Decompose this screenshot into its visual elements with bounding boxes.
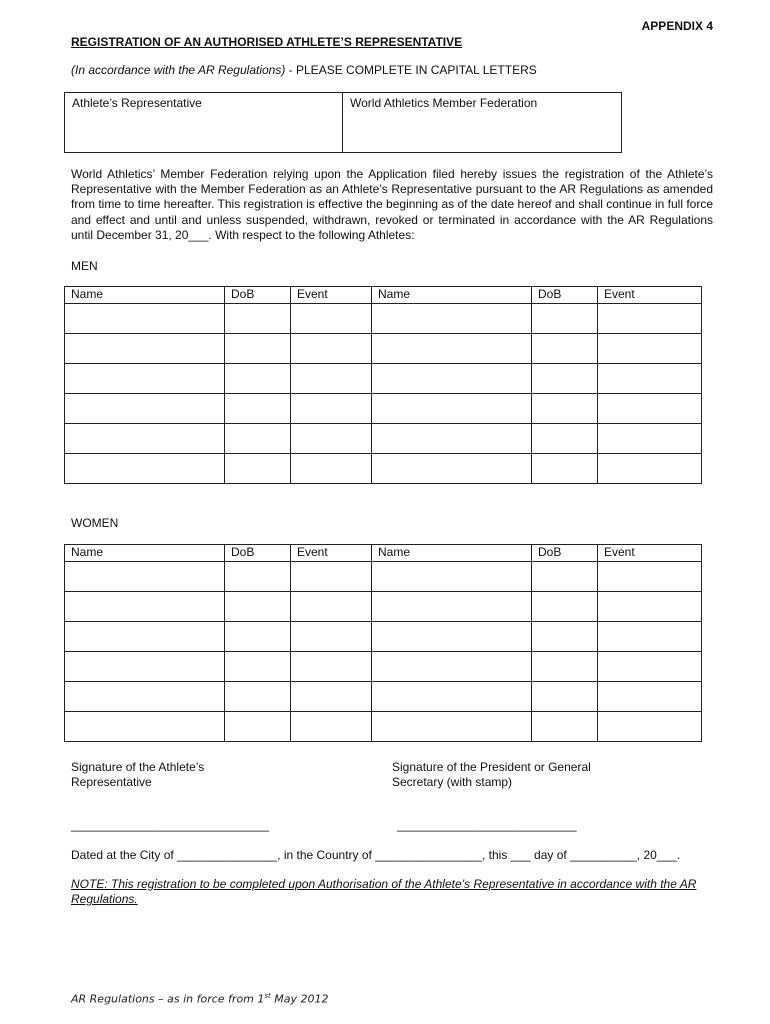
table-row — [65, 454, 702, 484]
table-cell[interactable] — [291, 712, 372, 742]
table-cell[interactable] — [65, 682, 225, 712]
table-cell[interactable] — [65, 562, 225, 592]
table-cell[interactable] — [291, 334, 372, 364]
table-cell[interactable] — [372, 562, 532, 592]
table-cell[interactable] — [65, 304, 225, 334]
form-subtitle — [71, 63, 537, 77]
table-cell[interactable] — [532, 562, 598, 592]
athlete-representative-signature-line[interactable]: ________________________________ — [71, 818, 269, 832]
table-cell[interactable] — [372, 682, 532, 712]
table-cell[interactable] — [372, 652, 532, 682]
table-row — [65, 304, 702, 334]
athletes-representative-label: Athlete’s Representative — [72, 96, 202, 110]
table-cell[interactable] — [532, 454, 598, 484]
table-cell[interactable] — [598, 682, 702, 712]
table-cell[interactable] — [65, 364, 225, 394]
table-cell[interactable] — [65, 712, 225, 742]
table-cell[interactable] — [598, 334, 702, 364]
table-cell[interactable] — [65, 454, 225, 484]
table-cell[interactable] — [225, 364, 291, 394]
table-cell[interactable] — [598, 652, 702, 682]
table-cell[interactable] — [532, 652, 598, 682]
signature-right-line2: Secretary (with stamp) — [392, 775, 513, 789]
athletes-representative-field[interactable] — [65, 93, 343, 152]
men-col-dob-2: DoB — [532, 287, 598, 304]
table-row — [65, 682, 702, 712]
table-cell[interactable] — [225, 562, 291, 592]
table-cell[interactable] — [532, 394, 598, 424]
registration-note: NOTE: This registration to be completed upon Authorisation of the Athlete’s Representative in accordance with the AR Regulations. — [71, 877, 697, 906]
table-row — [65, 622, 702, 652]
table-cell[interactable] — [372, 334, 532, 364]
table-cell[interactable] — [598, 592, 702, 622]
table-cell[interactable] — [372, 592, 532, 622]
table-cell[interactable] — [372, 712, 532, 742]
table-row — [65, 712, 702, 742]
table-cell[interactable] — [598, 562, 702, 592]
men-col-name-1: Name — [65, 287, 225, 304]
table-row — [65, 592, 702, 622]
table-cell[interactable] — [225, 712, 291, 742]
women-table-header — [65, 545, 702, 562]
table-cell[interactable] — [598, 304, 702, 334]
table-cell[interactable] — [225, 652, 291, 682]
registration-paragraph: World Athletics’ Member Federation relying upon the Application filed hereby issues the registration of the Athlete’s Representative with the Member Federation as an Athlete’s Representative pursuant to the AR Regulations as amended from time to time hereafter. This registration is effective the beginning as of the date hereof and shall continue in full force and effect and until and unless suspended, withdrawn, revoked or terminated in accordance with the AR Regulations until December 31, 20___. With respect to the following Athletes: — [71, 167, 713, 242]
table-cell[interactable] — [65, 424, 225, 454]
table-cell[interactable] — [291, 592, 372, 622]
table-cell[interactable] — [291, 424, 372, 454]
women-col-name-2: Name — [372, 545, 532, 562]
table-cell[interactable] — [225, 334, 291, 364]
table-cell[interactable] — [372, 364, 532, 394]
women-col-event-2: Event — [598, 545, 702, 562]
table-cell[interactable] — [291, 304, 372, 334]
men-table-header — [65, 287, 702, 304]
table-row — [65, 652, 702, 682]
table-row — [65, 424, 702, 454]
table-cell[interactable] — [291, 364, 372, 394]
table-cell[interactable] — [65, 334, 225, 364]
men-col-event-1: Event — [291, 287, 372, 304]
table-cell[interactable] — [598, 364, 702, 394]
footer-suffix: May 2012 — [270, 992, 329, 1006]
table-cell[interactable] — [372, 394, 532, 424]
women-col-name-1: Name — [65, 545, 225, 562]
table-cell[interactable] — [65, 652, 225, 682]
women-col-dob-1: DoB — [225, 545, 291, 562]
form-title: REGISTRATION OF AN AUTHORISED ATHLETE’S REPRESENTATIVE — [71, 35, 463, 49]
women-table — [64, 544, 702, 742]
table-row — [65, 394, 702, 424]
table-cell[interactable] — [372, 622, 532, 652]
table-cell[interactable] — [225, 454, 291, 484]
table-cell[interactable] — [598, 424, 702, 454]
representative-federation-box — [64, 92, 622, 153]
table-cell[interactable] — [372, 424, 532, 454]
page-footer — [71, 992, 329, 1006]
table-cell[interactable] — [225, 682, 291, 712]
signature-left-line1: Signature of the Athlete’s — [71, 760, 205, 774]
footer-prefix: AR Regulations – as in force from 1 — [71, 992, 265, 1006]
appendix-label: APPENDIX 4 — [641, 19, 713, 33]
table-cell[interactable] — [532, 424, 598, 454]
table-cell[interactable] — [532, 334, 598, 364]
table-cell[interactable] — [291, 622, 372, 652]
table-cell[interactable] — [291, 652, 372, 682]
table-cell[interactable] — [532, 592, 598, 622]
athlete-representative-signature-label — [71, 760, 204, 790]
member-federation-label: World Athletics Member Federation — [350, 96, 538, 110]
footer-superscript: st — [264, 992, 271, 1000]
signature-left-line2: Representative — [71, 775, 152, 789]
table-cell[interactable] — [225, 304, 291, 334]
president-signature-line[interactable]: _____________________________ — [397, 818, 577, 832]
subtitle-instruction: - PLEASE COMPLETE IN CAPITAL LETTERS — [285, 63, 537, 77]
table-cell[interactable] — [598, 712, 702, 742]
table-cell[interactable] — [598, 394, 702, 424]
table-row — [65, 364, 702, 394]
table-cell[interactable] — [532, 712, 598, 742]
table-cell[interactable] — [225, 622, 291, 652]
table-cell[interactable] — [65, 394, 225, 424]
table-cell[interactable] — [598, 454, 702, 484]
president-signature-label — [392, 760, 591, 790]
table-cell[interactable] — [291, 394, 372, 424]
member-federation-field[interactable] — [343, 93, 621, 152]
table-cell[interactable] — [291, 682, 372, 712]
table-cell[interactable] — [291, 562, 372, 592]
men-heading: MEN — [71, 259, 98, 273]
table-row — [65, 334, 702, 364]
table-cell[interactable] — [532, 304, 598, 334]
men-col-dob-1: DoB — [225, 287, 291, 304]
table-cell[interactable] — [225, 424, 291, 454]
table-cell[interactable] — [372, 304, 532, 334]
subtitle-regulations: (In accordance with the AR Regulations) — [71, 63, 286, 77]
table-cell[interactable] — [532, 682, 598, 712]
table-cell[interactable] — [65, 592, 225, 622]
signature-right-line1: Signature of the President or General — [392, 760, 591, 774]
table-row — [65, 562, 702, 592]
men-col-event-2: Event — [598, 287, 702, 304]
table-cell[interactable] — [532, 364, 598, 394]
dated-line[interactable]: Dated at the City of _______________, in the Country of ________________, this ___ day of __________, 20___. — [71, 848, 681, 862]
table-cell[interactable] — [598, 622, 702, 652]
table-cell[interactable] — [291, 454, 372, 484]
men-col-name-2: Name — [372, 287, 532, 304]
table-cell[interactable] — [225, 394, 291, 424]
table-cell[interactable] — [65, 622, 225, 652]
table-cell[interactable] — [225, 592, 291, 622]
women-heading: WOMEN — [71, 516, 119, 530]
table-cell[interactable] — [372, 454, 532, 484]
women-col-event-1: Event — [291, 545, 372, 562]
men-table — [64, 286, 702, 484]
women-col-dob-2: DoB — [532, 545, 598, 562]
table-cell[interactable] — [532, 622, 598, 652]
